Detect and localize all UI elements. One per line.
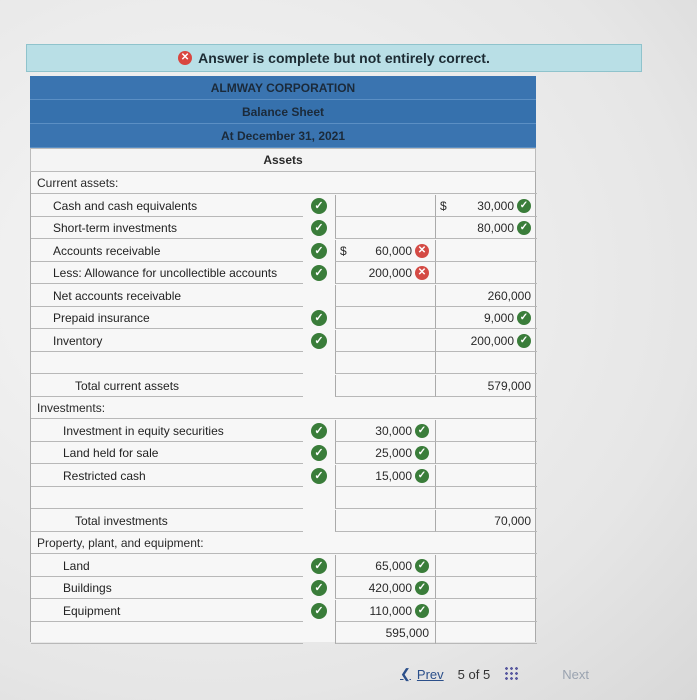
- amount-column-b[interactable]: [435, 510, 537, 532]
- dollar-sign: $: [440, 198, 447, 213]
- amount-value: 65,000: [375, 558, 412, 573]
- check-icon: ✓: [517, 334, 531, 348]
- account-label[interactable]: Net accounts receivable: [31, 285, 303, 307]
- check-icon: ✓: [415, 446, 429, 460]
- next-button[interactable]: Next: [562, 666, 589, 682]
- amount-value: 30,000: [375, 423, 412, 438]
- check-icon: ✓: [311, 423, 327, 439]
- amount-value: 15,000: [375, 468, 412, 483]
- x-icon: ✕: [415, 244, 429, 258]
- chevron-left-icon: ❮: [400, 666, 411, 681]
- amount-column-b[interactable]: [435, 195, 537, 217]
- amount-column-a[interactable]: [335, 352, 435, 374]
- account-label[interactable]: [31, 352, 303, 374]
- statement-date-row: [30, 124, 536, 148]
- amount-column-b[interactable]: [435, 420, 537, 442]
- check-icon: ✓: [311, 603, 327, 619]
- amount-value: 70,000: [494, 513, 531, 528]
- amount-column-a[interactable]: [335, 577, 435, 599]
- amount-column-b[interactable]: [435, 577, 537, 599]
- amount-value: 200,000: [470, 333, 514, 348]
- statement-title-row: [30, 100, 536, 124]
- amount-column-a[interactable]: [335, 240, 435, 262]
- amount-value: 60,000: [375, 243, 412, 258]
- amount-value: 25,000: [375, 445, 412, 460]
- check-icon: ✓: [311, 445, 327, 461]
- page-indicator: [458, 667, 491, 682]
- check-icon: ✓: [311, 580, 327, 596]
- balance-sheet-table: [30, 172, 536, 642]
- amount-value: 110,000: [369, 603, 412, 618]
- account-label[interactable]: Total current assets: [31, 375, 303, 397]
- account-label[interactable]: [31, 487, 303, 509]
- prev-button[interactable]: [400, 666, 444, 682]
- check-icon: ✓: [311, 310, 327, 326]
- amount-column-b[interactable]: [435, 262, 537, 284]
- amount-column-a[interactable]: [335, 555, 435, 577]
- assets-heading: Assets: [263, 153, 303, 167]
- check-icon: ✓: [311, 333, 327, 349]
- amount-column-b[interactable]: [435, 330, 537, 352]
- amount-column-b[interactable]: [435, 465, 537, 487]
- amount-column-a[interactable]: [335, 285, 435, 307]
- company-name-row: [30, 76, 536, 100]
- current-page: 5: [457, 666, 465, 682]
- account-label[interactable]: Land held for sale: [31, 442, 303, 464]
- check-icon: ✓: [311, 558, 327, 574]
- account-label[interactable]: Accounts receivable: [31, 240, 303, 262]
- check-icon: ✓: [311, 265, 327, 281]
- account-label[interactable]: Equipment: [31, 600, 303, 622]
- amount-column-a[interactable]: [335, 217, 435, 239]
- amount-column-b[interactable]: [435, 307, 537, 329]
- amount-column-b[interactable]: [435, 442, 537, 464]
- amount-column-b[interactable]: [435, 487, 537, 509]
- check-icon: ✓: [415, 469, 429, 483]
- check-icon: ✓: [415, 604, 429, 618]
- amount-value: 420,000: [368, 580, 412, 595]
- amount-value: 260,000: [487, 288, 531, 303]
- account-label[interactable]: Total investments: [31, 510, 303, 532]
- grid-icon[interactable]: [504, 666, 520, 682]
- amount-column-a[interactable]: [335, 600, 435, 622]
- account-label[interactable]: Less: Allowance for uncollectible accounts: [31, 262, 303, 284]
- account-label[interactable]: Prepaid insurance: [31, 307, 303, 329]
- account-label[interactable]: Cash and cash equivalents: [31, 195, 303, 217]
- assets-heading-row: [30, 148, 536, 172]
- section-heading: Investments:: [31, 397, 537, 419]
- amount-column-a[interactable]: [335, 420, 435, 442]
- amount-column-a[interactable]: [335, 195, 435, 217]
- x-circle-icon: ✕: [178, 51, 192, 65]
- amount-value: 30,000: [477, 198, 514, 213]
- check-icon: ✓: [311, 198, 327, 214]
- amount-column-b[interactable]: [435, 555, 537, 577]
- feedback-banner: [26, 44, 642, 72]
- account-label[interactable]: Land: [31, 555, 303, 577]
- amount-column-b[interactable]: [435, 352, 537, 374]
- amount-column-a[interactable]: [335, 487, 435, 509]
- account-label[interactable]: Inventory: [31, 330, 303, 352]
- total-pages: 5: [482, 666, 491, 682]
- amount-column-b[interactable]: [435, 217, 537, 239]
- page-of: of: [468, 666, 480, 682]
- amount-column-a[interactable]: [335, 622, 435, 644]
- x-icon: ✕: [415, 266, 429, 280]
- amount-value: 200,000: [368, 265, 412, 280]
- amount-column-a[interactable]: [335, 510, 435, 532]
- amount-column-b[interactable]: [435, 240, 537, 262]
- check-icon: ✓: [517, 311, 531, 325]
- amount-column-b[interactable]: [435, 622, 537, 644]
- check-icon: ✓: [415, 581, 429, 595]
- dollar-sign: $: [340, 243, 347, 258]
- account-label[interactable]: Restricted cash: [31, 465, 303, 487]
- amount-column-a[interactable]: [335, 262, 435, 284]
- amount-value: 9,000: [483, 310, 514, 325]
- check-icon: ✓: [311, 243, 327, 259]
- statement-title: Balance Sheet: [241, 104, 325, 119]
- amount-column-a[interactable]: [335, 330, 435, 352]
- account-label[interactable]: Short-term investments: [31, 217, 303, 239]
- amount-column-a[interactable]: [335, 375, 435, 397]
- account-label[interactable]: Investment in equity securities: [31, 420, 303, 442]
- check-icon: ✓: [415, 559, 429, 573]
- section-heading: Property, plant, and equipment:: [31, 532, 537, 554]
- prev-label: Prev: [416, 666, 444, 682]
- statement-date: At December 31, 2021: [220, 128, 346, 143]
- amount-column-a[interactable]: [335, 465, 435, 487]
- amount-value: 595,000: [385, 625, 429, 640]
- amount-value: 579,000: [487, 378, 531, 393]
- account-label[interactable]: Buildings: [31, 577, 303, 599]
- check-icon: ✓: [517, 221, 531, 235]
- check-icon: ✓: [517, 199, 531, 213]
- check-icon: ✓: [311, 220, 327, 236]
- company-name: ALMWAY CORPORATION: [210, 80, 356, 95]
- feedback-text: Answer is complete but not entirely correct.: [198, 50, 490, 66]
- account-label[interactable]: [31, 622, 303, 644]
- amount-column-b[interactable]: [435, 600, 537, 622]
- amount-column-b[interactable]: [435, 285, 537, 307]
- section-heading: Current assets:: [31, 172, 537, 194]
- pagination-bar: [400, 662, 670, 686]
- amount-column-a[interactable]: [335, 307, 435, 329]
- check-icon: ✓: [311, 468, 327, 484]
- amount-column-a[interactable]: [335, 442, 435, 464]
- amount-column-b[interactable]: [435, 375, 537, 397]
- amount-value: 80,000: [477, 220, 514, 235]
- check-icon: ✓: [415, 424, 429, 438]
